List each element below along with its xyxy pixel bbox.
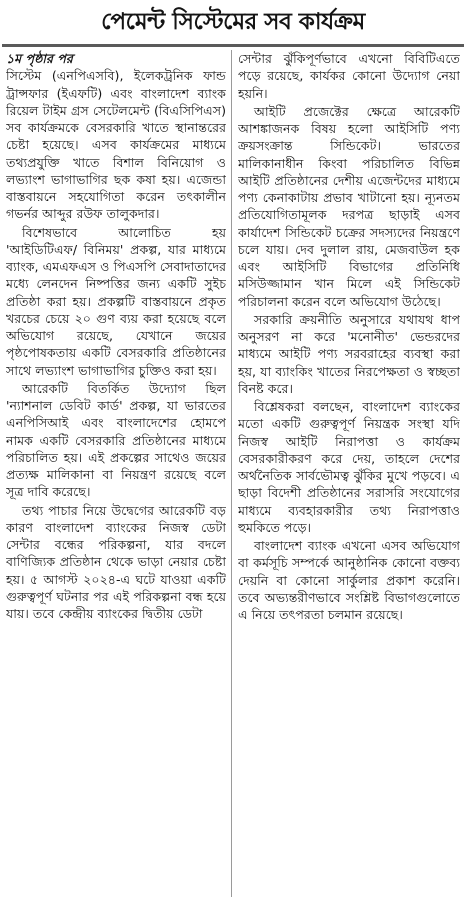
paragraph: সেন্টার ঝুঁকিপূর্ণভাবে এখনো বিবিটিএতে পড়ে রয়েছে, কার্যকর কোনো উদ্যোগ নেয়া হয়নি। [238,51,460,101]
article-column-left [6,50,226,899]
paragraph: বিশ্লেষকরা বলছেন, বাংলাদেশ ব্যাংকের মতো একটি গুরুত্বপূর্ণ নিয়ন্ত্রক সংস্থা যদি নিজস্ব আইটি নিরাপত্তা ও কার্যক্রম বেসরকারীকরণ করে দেয়, তাহলে দেশের অর্থনৈতিক সার্বভৌমত্ব ঝুঁকির মুখে পড়বে। এ ছাড়া বিদেশী প্রতিষ্ঠানের সরাসরি সংযোগের মাধ্যমে ব্যবহারকারীর তথ্য নিরাপত্তাও হুমকিতে পড়ে। [238,399,460,535]
paragraph: বাংলাদেশ ব্যাংক এখনো এসব অভিযোগ বা কর্মসূচি সম্পর্কে আনুষ্ঠানিক কোনো বক্তব্য দেয়নি বা কোনো সার্কুলার প্রকাশ করেনি। তবে অভ্যন্তরীণভাবে সংশ্লিষ্ট বিভাগগুলোতে এ নিয়ে তৎপরতা চলমান রয়েছে। [238,538,460,622]
article-column-right [238,50,460,899]
paragraph: আরেকটি বিতর্কিত উদ্যোগ ছিল 'ন্যাশনাল ডেবিট কার্ড' প্রকল্প, যা ভারতের এনপিসিআই এবং বাংলাদেশের হোমপে নামক একটি বেসরকারি প্রতিষ্ঠানের মাধ্যমে পরিচালিত হয়। এই প্রকল্পের সাথেও জয়ের প্রত্যক্ষ মালিকানা বা নিয়ন্ত্রণ রয়েছে বলে সূত্র দাবি করেছে। [6,380,226,500]
paragraph: তথ্য পাচার নিয়ে উদ্বেগের আরেকটি বড় কারণ বাংলাদেশ ব্যাংকের নিজস্ব ডেটা সেন্টার বন্ধের পরিকল্পনা, যার বদলে বাণিজ্যিক প্রতিষ্ঠান থেকে ভাড়া নেয়ার চেষ্টা হয়। ৫ আগস্ট ২০২৪-এ ঘটে যাওয়া একটি গুরুত্বপূর্ণ ঘটনার পর এই পরিকল্পনা বন্ধ হয়ে যায়। তবে কেন্দ্রীয় ব্যাংকের দ্বিতীয় ডেটা [6,502,226,621]
column-divider [231,50,232,897]
paragraph: সিস্টেম (এনপিএসবি), ইলেকট্রনিক ফান্ড ট্রান্সফার (ইএফটি) এবং বাংলাদেশ ব্যাংক রিয়েল টাইম গ্রস সেটেলমেন্ট (বিএসিপিএস) সব কার্যক্রমকে বেসরকারি খাতে স্থানান্তরের চেষ্টা হয়েছে। এসব কার্যক্রমের মাধ্যমে তথ্যপ্রযুক্তি খাতে বিশাল বিনিয়োগ ও লভ্যাংশ ভাগাভাগির ছক কষা হয়। এজেন্ডা বাস্তবায়নে সহযোগিতা করেন তৎকালীন গভর্নর আব্দুর রউফ তালুকদার। [6,68,226,222]
paragraph: সরকারি ক্রয়নীতি অনুসারে যথাযথ ধাপ অনুসরণ না করে 'মনোনীত' ভেন্ডরদের মাধ্যমে আইটি পণ্য সরবরাহের ব্যবস্থা করা হয়, যা ব্যাংকিং খাতের নিরপেক্ষতা ও স্বচ্ছতা বিনষ্ট করে। [238,311,460,396]
headline-rule [2,44,464,47]
continued-from-label: ১ম পৃষ্ঠার পর [6,51,73,66]
paragraph: বিশেষভাবে আলোচিত হয় 'আইডিটিএফ/ বিনিময়' প্রকল্প, যার মাধ্যমে ব্যাংক, এমএফএস ও পিএসপি সেবাদাতাদের মধ্যে লেনদেন নিষ্পত্তির জন্য একটি সুইচ প্রতিষ্ঠা করা হয়। প্রকল্পটি বাস্তবায়নে প্রকৃত খরচের চেয়ে ২০ গুণ ব্যয় করা হয়েছে বলে অভিযোগ রয়েছে, যেখানে জয়ের পৃষ্ঠপোষকতায় একটি বেসরকারি প্রতিষ্ঠানের সাথে লভ্যাংশ ভাগাভাগির চুক্তিও করা হয়। [6,224,226,378]
headline: পেমেন্ট সিস্টেমের সব কার্যক্রম [101,9,365,35]
paragraph: আইটি প্রজেক্টের ক্ষেত্রে আরেকটি আশঙ্কাজনক বিষয় হলো আইসিটি পণ্য ক্রয়সংক্রান্ত সিন্ডিকেট। ভারতের মালিকানাধীন কিংবা পরিচালিত বিভিন্ন আইটি প্রতিষ্ঠানের দেশীয় এজেন্টদের মাধ্যমে পণ্য কেনাকাটায় প্রভাব খাটানো হয়। ন্যূনতম প্রতিযোগিতামূলক দরপত্র ছাড়াই এসব কার্যাদেশ সিন্ডিকেট চক্রের সদস্যদের নিয়ন্ত্রণে চলে যায়। দেব দুলাল রায়, মেজবাউল হক এবং আইসিটি বিভাগের প্রতিনিধি মসিউজ্জামান খান মিলে এই সিন্ডিকেট পরিচালনা করেন বলে অভিযোগ উঠেছে। [238,103,460,309]
